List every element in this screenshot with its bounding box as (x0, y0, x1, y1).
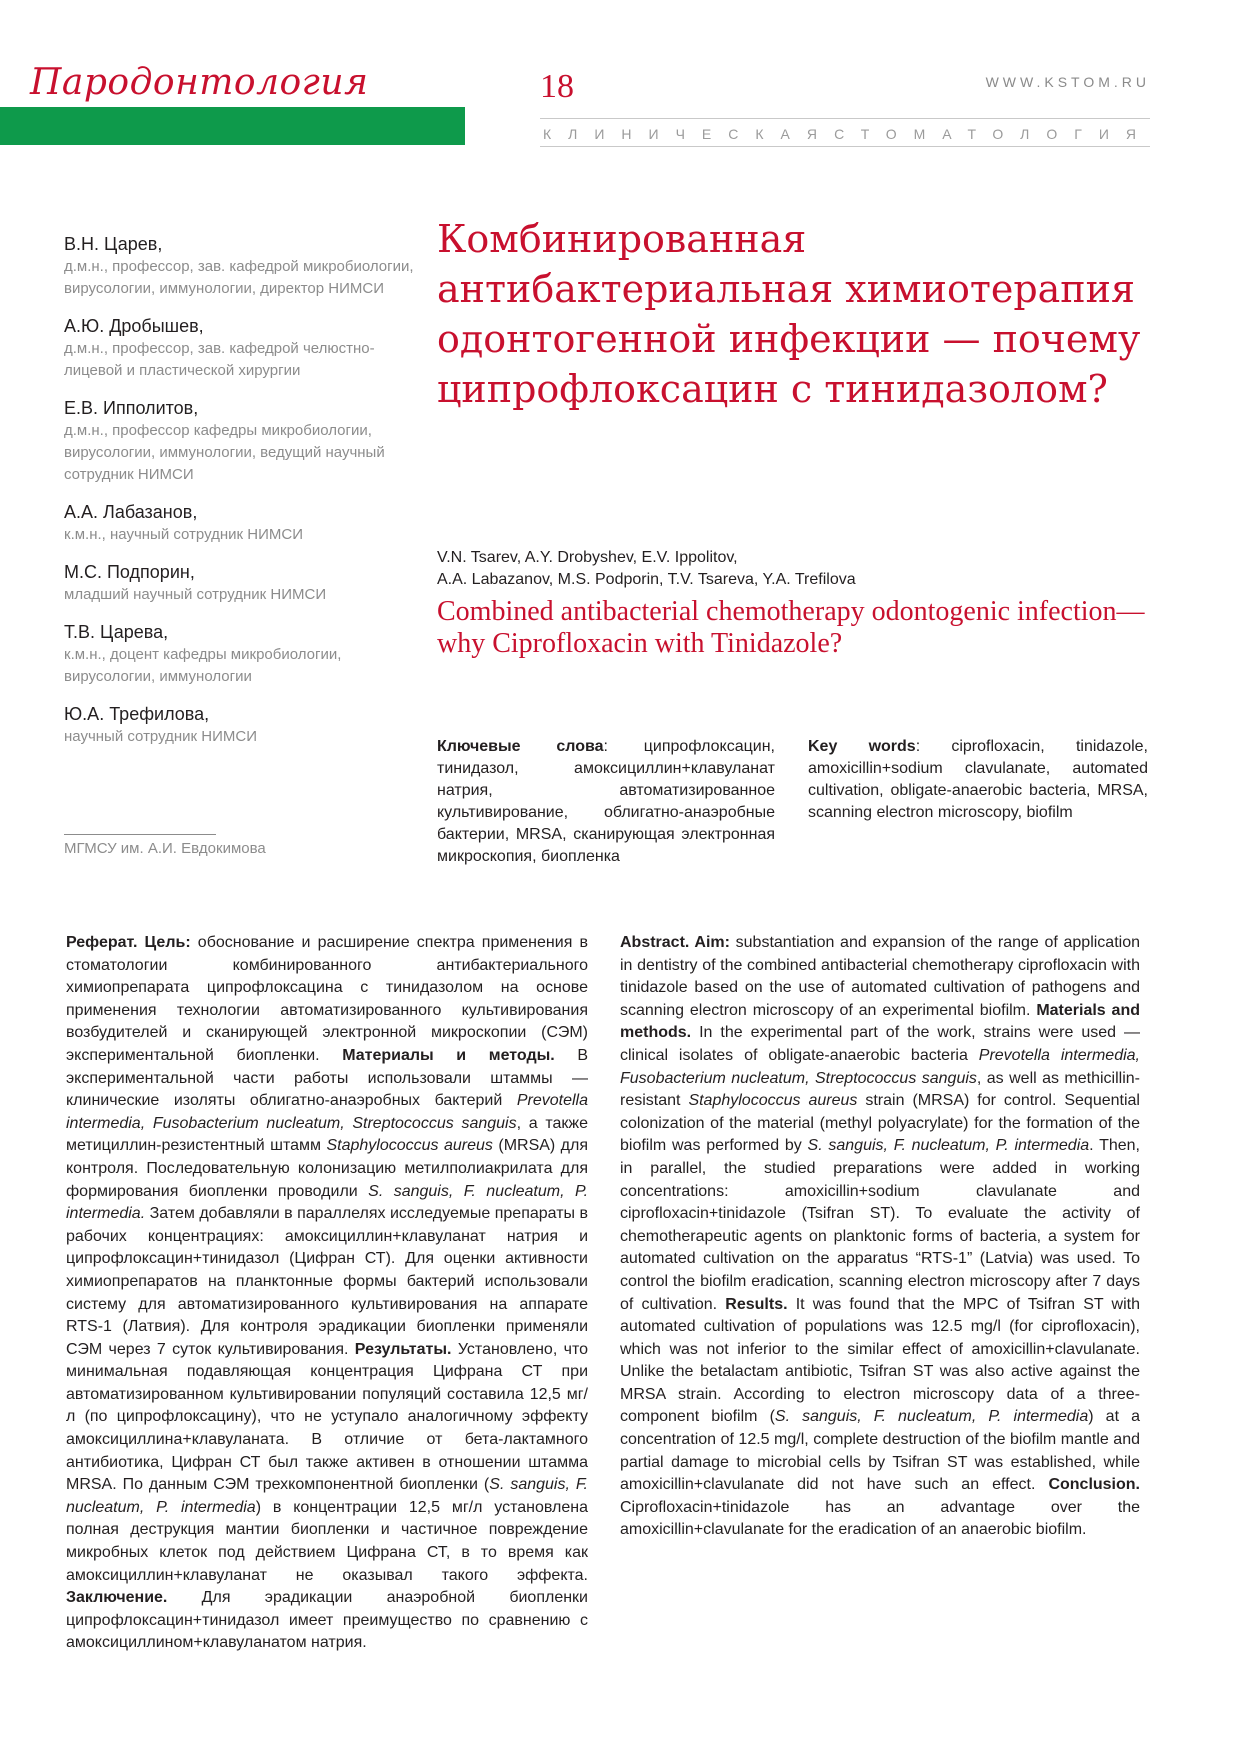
author-entry (64, 560, 414, 606)
abstract-heading: Conclusion. (1048, 1476, 1140, 1494)
species-name: Prevotella intermedia, Fusobacterium nucleatum, Streptococcus sanguis (66, 1092, 588, 1132)
abstract-text: strain (MRSA) for control. Sequential colonization of the material (methyl polyacrylate) for the formation of the biofilm was performed by (620, 1092, 1140, 1155)
abstract-text: , as well as methicillin-resistant (620, 1069, 1140, 1110)
abstract-heading: Заключение. (66, 1589, 168, 1607)
author-name: А.Ю. Дробышев, (64, 316, 204, 336)
abstract-text: substantiation and expansion of the range of application in dentistry of the combined antibacterial chemotherapy ciprofloxacin with tinidazole based on the use of automated cultivation of pathogens and scanning electron microscopy of an experimental biofilm. (620, 934, 1140, 1019)
site-url[interactable]: WWW.KSTOM.RU (985, 74, 1150, 90)
species-name: Staphylococcus aureus (326, 1137, 493, 1155)
author-affiliation: младший научный сотрудник НИМСИ (64, 586, 327, 603)
abstract-text: . Then, in parallel, the studied preparations were added in working concentrations: amoxicillin+sodium clavulanate and ciprofloxacin+tinidazole (Tsifran ST). To evaluate the activity of chemotherapeutic agents on planktonic forms of bacteria, a system for automated cultivation on the apparatus “RTS-1” (Latvia) was used. To control the biofilm eradication, scanning electron microscopy after 7 days of cultivation. (620, 1137, 1140, 1313)
journal-name-word-2: СТОМАТОЛОГИЯ (834, 126, 1153, 142)
author-affiliation: к.м.н., научный сотрудник НИМСИ (64, 526, 303, 543)
abstract-heading: Abstract. Aim: (620, 934, 730, 951)
abstract-text: Ciprofloxacin+tinidazole has an advantage over the amoxicillin+clavulanate for the eradication of an anaerobic biofilm. (620, 1498, 1140, 1539)
abstract-text: Для эрадикации анаэробной биопленки ципрофлоксацин+тинидазол имеет преимущество по сравнению с амоксициллином+клавуланатом натрия. (66, 1589, 588, 1652)
abstract-heading: Materials and methods. (620, 1001, 1140, 1042)
species-name: Staphylococcus aureus (688, 1092, 858, 1110)
abstract-text: (MRSA) для контроля. Последовательную колонизацию метилполиакрилата для формирования биопленки проводили (66, 1137, 589, 1200)
keywords-text: : ciprofloxacin, tinidazole, amoxicillin+sodium clavulanate, automated cultivation, obligate-anaerobic bacteria, MRSA, scanning electron microscopy, biofilm (808, 738, 1148, 821)
institution: МГМСУ им. А.И. Евдокимова (64, 840, 266, 857)
author-name: Е.В. Ипполитов, (64, 398, 199, 418)
abstract-text: In the experimental part of the work, strains were used — clinical isolates of obligate-anaerobic bacteria (620, 1024, 1140, 1064)
species-name: S. sanguis, F. nucleatum, P. intermedia (807, 1137, 1090, 1155)
header-rule (540, 118, 1150, 119)
keywords-text: : ципрофлоксацин, тинидазол, амоксициллин+клавуланат натрия, автоматизированное культивирование, облигатно-анаэробные бактерии, MRSA, сканирующая электронная микроскопия, биопленка (437, 738, 775, 865)
author-affiliation: к.м.н., доцент кафедры микробиологии, вирусологии, иммунологии (64, 646, 342, 685)
abstract-text: Затем добавляли в параллелях исследуемые препараты в рабочих концентрациях: амоксициллин+клавуланат натрия и ципрофлоксацин+тинидазол (Цифран СТ). Для оценки активности химиопрепаратов на планктонные формы бактерий использовали систему для автоматизированного культивирования на аппарате RTS-1 (Латвия). Для контроля эрадикации биопленки применяли СЭМ через 7 суток культивирования. (66, 1205, 588, 1358)
abstract-text: It was found that the MPC of Tsifran ST with automated cultivation of populations was 12.5 mg/l (for ciprofloxacin), which was not inferior to the similar effect of amoxicillin+clavulanate. Unlike the betalactam antibiotic, Tsifran ST was also active against the MRSA strain. According to electron microscopy data of a three-component biofilm ( (620, 1295, 1140, 1426)
abstract-heading: Реферат. Цель: (66, 934, 191, 951)
author-entry (64, 232, 414, 300)
species-name: Prevotella intermedia, Fusobacterium nucleatum, Streptococcus sanguis (620, 1046, 1140, 1087)
journal-name (543, 126, 1153, 142)
abstract-text: , а также метициллин-резистентный штамм (66, 1114, 588, 1155)
keywords-label: Ключевые слова (437, 738, 604, 755)
author-entry (64, 620, 414, 688)
section-color-bar (0, 107, 465, 145)
author-list (64, 232, 414, 762)
keywords-en (808, 736, 1148, 824)
species-name: S. sanguis, F. nucleatum, P. intermedia. (66, 1182, 589, 1223)
author-entry (64, 396, 414, 486)
keywords-label: Key words (808, 738, 916, 755)
header-rule (540, 146, 1150, 147)
author-affiliation: д.м.н., профессор, зав. кафедрой челюстно-лицевой и пластической хирургии (64, 340, 375, 379)
abstract-text: Установлено, что минимальная подавляющая концентрация Цифрана СТ при автоматизированном культивировании популяций составила 12,5 мг/л (по ципрофлоксацину), что не уступало аналогичному эффекту амоксициллина+клавуланата. В отличие от бета-лактамного антибиотика, Цифран СТ был также активен в отношении штамма MRSA. По данным СЭМ трехкомпонентной биопленки ( (66, 1340, 588, 1494)
page-number: 18 (540, 68, 574, 105)
author-entry (64, 500, 414, 546)
affiliation-rule (64, 834, 216, 835)
author-name: А.А. Лабазанов, (64, 502, 198, 522)
author-name: Т.В. Царева, (64, 622, 169, 642)
abstract-heading: Материалы и методы. (342, 1046, 555, 1064)
author-affiliation: д.м.н., профессор, зав. кафедрой микробиологии, вирусологии, иммунологии, директор НИМСИ (64, 258, 414, 297)
author-entry (64, 314, 414, 382)
journal-name-word-1: КЛИНИЧЕСКАЯ (543, 126, 834, 142)
section-title: Пародонтология (30, 62, 369, 103)
author-name: В.Н. Царев, (64, 234, 163, 254)
author-name: Ю.А. Трефилова, (64, 704, 210, 724)
abstract-text: ) at a concentration of 12.5 mg/l, complete destruction of the biofilm mantle and partial damage to microbial cells by Tsifran ST was established, while amoxicillin+clavulanate did not have such an effect. (620, 1408, 1140, 1494)
abstract-heading: Результаты. (354, 1340, 452, 1358)
abstract-text: В экспериментальной части работы использовали штаммы — клинические изоляты облигатно-анаэробных бактерий (66, 1046, 588, 1110)
author-affiliation: д.м.н., профессор кафедры микробиологии, вирусологии, иммунологии, ведущий научный сотрудник НИМСИ (64, 422, 385, 483)
authors-en (437, 547, 1137, 591)
keywords-ru (437, 736, 775, 868)
species-name: S. sanguis, F. nucleatum, P. intermedia (774, 1408, 1089, 1426)
article-title-en: Combined antibacterial chemotherapy odontogenic infection—why Ciprofloxacin with Tinidazole? (437, 596, 1145, 659)
abstract-en (620, 932, 1140, 1542)
author-entry (64, 702, 414, 748)
abstract-heading: Results. (725, 1295, 788, 1313)
species-name: S. sanguis, F. nucleatum, P. intermedia (66, 1476, 588, 1516)
author-affiliation: научный сотрудник НИМСИ (64, 728, 257, 745)
authors-en-line: A.A. Labazanov, M.S. Podporin, T.V. Tsareva, Y.A. Trefilova (437, 571, 856, 588)
authors-en-line: V.N. Tsarev, A.Y. Drobyshev, E.V. Ippolitov, (437, 549, 738, 566)
author-name: М.С. Подпорин, (64, 562, 195, 582)
article-title-ru: Комбинированная антибактериальная химиотерапия одонтогенной инфекции — почему ципрофлоксацин с тинидазолом? (437, 217, 1141, 411)
abstract-text: ) в концентрации 12,5 мг/л установлена полная деструкция мантии биопленки и частичное повреждение микробных клеток под действием Цифрана СТ, в то время как амоксициллин+клавуланат не оказывал такого эффекта. (66, 1498, 589, 1584)
abstract-ru (66, 932, 588, 1655)
abstract-text: обоснование и расширение спектра применения в стоматологии комбинированного антибактериального химиопрепарата ципрофлоксацина с тинидазолом на основе применения технологии автоматизированного культивирования возбудителей и сканирующей электронной микроскопии (СЭМ) экспериментальной биопленки. (66, 934, 588, 1064)
